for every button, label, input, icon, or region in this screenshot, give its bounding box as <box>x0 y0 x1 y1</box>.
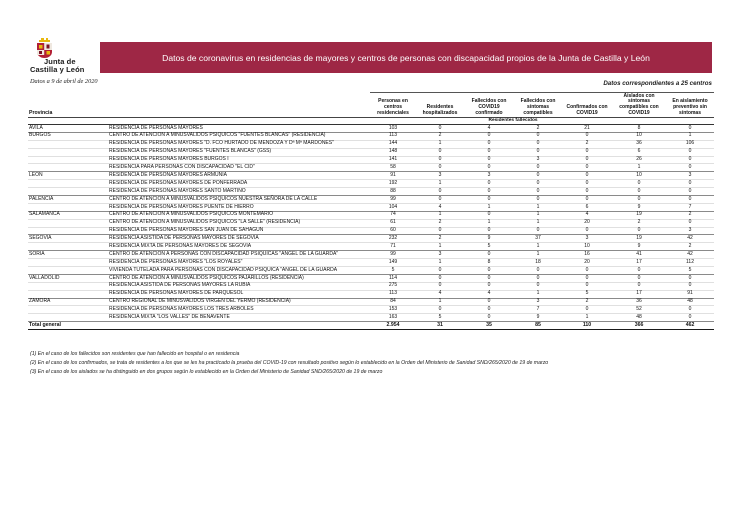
value-cell-2: 0 <box>464 314 514 322</box>
value-cell-0: 192 <box>370 180 416 188</box>
title-banner <box>100 42 712 73</box>
value-cell-2: 1 <box>464 219 514 227</box>
value-cell-5: 17 <box>612 290 666 298</box>
value-cell-0: 104 <box>370 203 416 211</box>
value-cell-2: 0 <box>464 156 514 164</box>
province-cell <box>28 140 108 148</box>
value-cell-4: 0 <box>562 148 612 156</box>
subheader-spacer <box>612 118 666 125</box>
value-cell-0: 232 <box>370 235 416 243</box>
value-cell-5: 36 <box>612 140 666 148</box>
value-cell-4: 0 <box>562 227 612 235</box>
value-cell-4: 0 <box>562 172 612 180</box>
value-cell-3: 0 <box>514 196 562 204</box>
value-cell-1: 1 <box>416 259 464 267</box>
center-name-cell: RESIDENCIA DE PERSONAS MAYORES PUENTE DE HIERRO <box>108 203 370 211</box>
province-cell: LEON <box>28 172 108 180</box>
column-header-3: Fallecidos con síntomas compatibles <box>514 93 562 118</box>
value-cell-0: 88 <box>370 188 416 196</box>
province-cell <box>28 164 108 172</box>
center-name-cell: RESIDENCIA ASISTIDA DE PERSONAS MAYORES DE SEGOVIA <box>108 235 370 243</box>
value-cell-4: 0 <box>562 274 612 282</box>
center-name-cell: RESIDENCIA DE PERSONAS MAYORES BURGOS I <box>108 156 370 164</box>
value-cell-3: 1 <box>514 243 562 251</box>
value-cell-0: 60 <box>370 227 416 235</box>
value-cell-1: 2 <box>416 219 464 227</box>
value-cell-3: 0 <box>514 267 562 275</box>
table-row <box>28 282 714 290</box>
total-value-1: 31 <box>416 322 464 330</box>
value-cell-3: 1 <box>514 290 562 298</box>
value-cell-4: 2 <box>562 140 612 148</box>
column-header-provincia: Provincia <box>28 93 370 118</box>
center-name-cell: CENTRO REGIONAL DE MINUSVALIDOS VIRGEN DEL YERMO (RESIDENCIA) <box>108 298 370 306</box>
total-row <box>28 322 714 330</box>
subheader-spacer <box>562 118 612 125</box>
center-name-cell: CENTRO DE ATENCION A MINUSVALIDOS PSIQUICOS PAJARILLOS (RESIDENCIA) <box>108 274 370 282</box>
value-cell-2: 0 <box>464 227 514 235</box>
value-cell-0: 61 <box>370 219 416 227</box>
province-cell <box>28 243 108 251</box>
value-cell-0: 144 <box>370 140 416 148</box>
value-cell-5: 0 <box>612 188 666 196</box>
data-date-note: Datos a 9 de abril de 2020 <box>30 78 98 85</box>
value-cell-4: 1 <box>562 314 612 322</box>
value-cell-2: 4 <box>464 290 514 298</box>
value-cell-2: 0 <box>464 274 514 282</box>
column-header-4: Confirmados con COVID19 <box>562 93 612 118</box>
subheader-spacer <box>416 118 464 125</box>
value-cell-0: 148 <box>370 148 416 156</box>
province-cell: ZAMORA <box>28 298 108 306</box>
table-row <box>28 180 714 188</box>
page-title: Datos de coronavirus en residencias de mayores y centros de personas con discapacidad propios de la Junta de Castilla y León <box>162 52 650 63</box>
value-cell-6: 0 <box>666 274 714 282</box>
value-cell-2: 0 <box>464 140 514 148</box>
province-cell: AVILA <box>28 125 108 133</box>
value-cell-0: 99 <box>370 196 416 204</box>
value-cell-4: 0 <box>562 306 612 314</box>
table-row <box>28 235 714 243</box>
table-row <box>28 219 714 227</box>
table-row <box>28 156 714 164</box>
table-row <box>28 259 714 267</box>
value-cell-0: 114 <box>370 274 416 282</box>
value-cell-6: 112 <box>666 259 714 267</box>
table-body <box>28 125 714 322</box>
value-cell-1: 0 <box>416 274 464 282</box>
province-cell <box>28 227 108 235</box>
total-value-4: 110 <box>562 322 612 330</box>
value-cell-3: 0 <box>514 140 562 148</box>
value-cell-4: 21 <box>562 125 612 133</box>
value-cell-0: 58 <box>370 164 416 172</box>
total-value-5: 366 <box>612 322 666 330</box>
value-cell-3: 0 <box>514 282 562 290</box>
value-cell-3: 1 <box>514 251 562 259</box>
province-cell <box>28 203 108 211</box>
province-cell: BURGOS <box>28 132 108 140</box>
value-cell-6: 106 <box>666 140 714 148</box>
table-container <box>28 92 714 330</box>
value-cell-6: 5 <box>666 267 714 275</box>
footnote-2: (2) En el caso de los confirmados, se trata de residentes a los que se les ha practicado la prueba del COVID-19 con resultado positivo según lo establecido en la Orden del Ministerio de Sanidad SND/265/2020 de 19 de marzo <box>30 360 549 366</box>
value-cell-2: 0 <box>464 132 514 140</box>
center-name-cell: RESIDENCIA MIXTA "LOS VALLES" DE BENAVENTE <box>108 314 370 322</box>
value-cell-3: 0 <box>514 180 562 188</box>
subheader-residentes-fallecidos: Residentes fallecidos <box>464 118 562 125</box>
value-cell-6: 48 <box>666 298 714 306</box>
table-row <box>28 148 714 156</box>
value-cell-5: 8 <box>612 125 666 133</box>
center-name-cell: RESIDENCIA DE PERSONAS MAYORES DE PONFERRADA <box>108 180 370 188</box>
province-cell <box>28 219 108 227</box>
center-name-cell: RESIDENCIA DE PERSONAS MAYORES <box>108 125 370 133</box>
table-row <box>28 125 714 133</box>
value-cell-4: 0 <box>562 132 612 140</box>
table-row <box>28 274 714 282</box>
value-cell-1: 4 <box>416 290 464 298</box>
value-cell-2: 0 <box>464 267 514 275</box>
value-cell-3: 0 <box>514 172 562 180</box>
center-name-cell: CENTRO DE ATENCION A MINUSVALIDOS PSIQUICOS NUESTRA SEÑORA DE LA CALLE <box>108 196 370 204</box>
value-cell-3: 7 <box>514 306 562 314</box>
value-cell-6: 0 <box>666 219 714 227</box>
value-cell-3: 1 <box>514 203 562 211</box>
center-name-cell: RESIDENCIA DE PERSONAS MAYORES ARMUNIA <box>108 172 370 180</box>
value-cell-1: 1 <box>416 298 464 306</box>
value-cell-1: 0 <box>416 156 464 164</box>
value-cell-6: 0 <box>666 180 714 188</box>
table-row <box>28 267 714 275</box>
table-row <box>28 298 714 306</box>
value-cell-5: 17 <box>612 259 666 267</box>
value-cell-3: 37 <box>514 235 562 243</box>
value-cell-4: 20 <box>562 219 612 227</box>
value-cell-1: 0 <box>416 125 464 133</box>
value-cell-3: 2 <box>514 125 562 133</box>
center-name-cell: RESIDENCIA DE PERSONAS MAYORES SAN JUAN DE SAHAGUN <box>108 227 370 235</box>
value-cell-0: 71 <box>370 243 416 251</box>
value-cell-1: 1 <box>416 180 464 188</box>
province-cell: SORIA <box>28 251 108 259</box>
table-row <box>28 211 714 219</box>
center-name-cell: RESIDENCIA DE PERSONAS MAYORES SANTO MARTINO <box>108 188 370 196</box>
value-cell-3: 1 <box>514 211 562 219</box>
table-row <box>28 227 714 235</box>
value-cell-2: 0 <box>464 306 514 314</box>
table-row <box>28 243 714 251</box>
subheader-spacer <box>370 118 416 125</box>
value-cell-4: 0 <box>562 267 612 275</box>
value-cell-0: 149 <box>370 259 416 267</box>
province-cell <box>28 259 108 267</box>
center-name-cell: RESIDENCIA DE PERSONAS MAYORES "FUENTES BLANCAS" (GSS) <box>108 148 370 156</box>
value-cell-1: 2 <box>416 235 464 243</box>
value-cell-1: 1 <box>416 211 464 219</box>
value-cell-0: 275 <box>370 282 416 290</box>
value-cell-2: 1 <box>464 203 514 211</box>
value-cell-5: 0 <box>612 282 666 290</box>
value-cell-3: 0 <box>514 164 562 172</box>
value-cell-2: 0 <box>464 188 514 196</box>
value-cell-1: 5 <box>416 314 464 322</box>
center-name-cell: CENTRO DE ATENCION A MINUSVALIDOS PSIQUICOS "LA SALLE" (RESIDENCIA) <box>108 219 370 227</box>
table-row <box>28 251 714 259</box>
value-cell-3: 0 <box>514 132 562 140</box>
total-value-6: 462 <box>666 322 714 330</box>
value-cell-6: 2 <box>666 243 714 251</box>
column-header-0: Personas en centros residenciales <box>370 93 416 118</box>
footnote-1: (1) En el caso de los fallecidos son residentes que han fallecido en hospital o en residencia <box>30 351 240 357</box>
value-cell-2: 3 <box>464 172 514 180</box>
center-name-cell: VIVIENDA TUTELADA PARA PERSONAS CON DISCAPACIDAD PSIQUICA "ANGEL DE LA GUARDA <box>108 267 370 275</box>
column-header-5: Aislados con síntomas compatibles con COVID19 <box>612 93 666 118</box>
value-cell-0: 99 <box>370 251 416 259</box>
value-cell-5: 0 <box>612 196 666 204</box>
value-cell-5: 0 <box>612 227 666 235</box>
value-cell-3: 0 <box>514 227 562 235</box>
value-cell-6: 0 <box>666 148 714 156</box>
column-header-2: Fallecidos con COVID19 confirmado <box>464 93 514 118</box>
junta-logo <box>30 38 108 85</box>
value-cell-3: 0 <box>514 188 562 196</box>
value-cell-6: 0 <box>666 164 714 172</box>
value-cell-4: 0 <box>562 180 612 188</box>
value-cell-0: 84 <box>370 298 416 306</box>
table-row <box>28 188 714 196</box>
value-cell-6: 42 <box>666 235 714 243</box>
value-cell-1: 1 <box>416 243 464 251</box>
center-name-cell: RESIDENCIA PARA PERSONAS CON DISCAPACIDAD "EL CID" <box>108 164 370 172</box>
value-cell-3: 0 <box>514 148 562 156</box>
value-cell-3: 3 <box>514 298 562 306</box>
value-cell-3: 1 <box>514 219 562 227</box>
value-cell-4: 0 <box>562 188 612 196</box>
table-row <box>28 203 714 211</box>
value-cell-0: 74 <box>370 211 416 219</box>
value-cell-0: 5 <box>370 267 416 275</box>
value-cell-5: 52 <box>612 306 666 314</box>
province-cell <box>28 282 108 290</box>
province-cell: PALENCIA <box>28 196 108 204</box>
province-cell: SEGOVIA <box>28 235 108 243</box>
value-cell-3: 18 <box>514 259 562 267</box>
value-cell-0: 103 <box>370 125 416 133</box>
value-cell-0: 113 <box>370 132 416 140</box>
value-cell-5: 9 <box>612 203 666 211</box>
value-cell-0: 113 <box>370 290 416 298</box>
total-label: Total general <box>28 322 370 330</box>
value-cell-5: 19 <box>612 211 666 219</box>
province-cell <box>28 314 108 322</box>
value-cell-1: 1 <box>416 140 464 148</box>
province-cell <box>28 188 108 196</box>
table-row <box>28 172 714 180</box>
value-cell-4: 0 <box>562 196 612 204</box>
value-cell-3: 0 <box>514 274 562 282</box>
value-cell-5: 48 <box>612 314 666 322</box>
center-name-cell: RESIDENCIA DE PERSONAS MAYORES "LOS ROYALES" <box>108 259 370 267</box>
value-cell-2: 0 <box>464 148 514 156</box>
value-cell-5: 1 <box>612 164 666 172</box>
junta-emblem-icon <box>36 38 53 58</box>
value-cell-1: 3 <box>416 251 464 259</box>
value-cell-4: 3 <box>562 235 612 243</box>
value-cell-5: 0 <box>612 180 666 188</box>
table-row <box>28 314 714 322</box>
value-cell-2: 8 <box>464 259 514 267</box>
value-cell-1: 0 <box>416 267 464 275</box>
value-cell-1: 0 <box>416 196 464 204</box>
value-cell-5: 0 <box>612 274 666 282</box>
value-cell-4: 6 <box>562 203 612 211</box>
province-cell <box>28 180 108 188</box>
value-cell-2: 0 <box>464 180 514 188</box>
value-cell-5: 2 <box>612 219 666 227</box>
value-cell-2: 0 <box>464 164 514 172</box>
value-cell-5: 19 <box>612 235 666 243</box>
value-cell-0: 153 <box>370 306 416 314</box>
value-cell-1: 2 <box>416 132 464 140</box>
value-cell-1: 3 <box>416 172 464 180</box>
table-header <box>28 93 714 125</box>
value-cell-6: 0 <box>666 306 714 314</box>
value-cell-6: 42 <box>666 251 714 259</box>
value-cell-1: 0 <box>416 227 464 235</box>
table-row <box>28 306 714 314</box>
centers-count-note: Datos correspondientes a 25 centros <box>603 80 712 87</box>
value-cell-3: 9 <box>514 314 562 322</box>
value-cell-2: 0 <box>464 211 514 219</box>
center-name-cell: RESIDENCIA DE PERSONAS MAYORES DE PARQUESOL <box>108 290 370 298</box>
value-cell-4: 0 <box>562 156 612 164</box>
value-cell-1: 0 <box>416 148 464 156</box>
province-cell <box>28 290 108 298</box>
subheader-row <box>28 118 714 125</box>
value-cell-5: 6 <box>612 148 666 156</box>
value-cell-0: 91 <box>370 172 416 180</box>
table-row <box>28 196 714 204</box>
footnote-3: (3) En el caso de los aislados se ha distinguido en dos grupos según lo establecido en la Orden del Ministerio de Sanidad SND/265/2020 de 19 de marzo <box>30 369 383 375</box>
value-cell-4: 5 <box>562 290 612 298</box>
value-cell-5: 0 <box>612 267 666 275</box>
center-name-cell: RESIDENCIA DE PERSONAS MAYORES LOS TRES ARBOLES <box>108 306 370 314</box>
value-cell-3: 3 <box>514 156 562 164</box>
value-cell-1: 0 <box>416 164 464 172</box>
value-cell-2: 5 <box>464 243 514 251</box>
value-cell-2: 0 <box>464 196 514 204</box>
province-cell <box>28 156 108 164</box>
table-row <box>28 140 714 148</box>
header-row <box>28 93 714 118</box>
center-name-cell: RESIDENCIA MIXTA DE PERSONAS MAYORES DE SEGOVIA <box>108 243 370 251</box>
subheader-spacer <box>28 118 370 125</box>
value-cell-6: 3 <box>666 172 714 180</box>
center-name-cell: RESIDENCIA ASISTIDA DE PERSONAS MAYORES LA RUBIA <box>108 282 370 290</box>
value-cell-1: 0 <box>416 282 464 290</box>
value-cell-2: 0 <box>464 298 514 306</box>
province-cell: SALAMANCA <box>28 211 108 219</box>
subheader-spacer <box>666 118 714 125</box>
value-cell-5: 26 <box>612 156 666 164</box>
value-cell-5: 9 <box>612 243 666 251</box>
value-cell-1: 0 <box>416 306 464 314</box>
footnotes <box>30 350 548 377</box>
value-cell-5: 10 <box>612 132 666 140</box>
value-cell-4: 0 <box>562 282 612 290</box>
value-cell-5: 10 <box>612 172 666 180</box>
value-cell-6: 0 <box>666 282 714 290</box>
value-cell-5: 41 <box>612 251 666 259</box>
center-name-cell: RESIDENCIA DE PERSONAS MAYORES "D. FCO HURTADO DE MENDOZA Y Dª Mª MARDONES" <box>108 140 370 148</box>
data-table <box>28 92 714 330</box>
value-cell-5: 36 <box>612 298 666 306</box>
province-cell <box>28 306 108 314</box>
value-cell-0: 141 <box>370 156 416 164</box>
value-cell-2: 9 <box>464 235 514 243</box>
value-cell-4: 4 <box>562 211 612 219</box>
table-row <box>28 132 714 140</box>
value-cell-1: 4 <box>416 203 464 211</box>
total-value-3: 85 <box>514 322 562 330</box>
value-cell-4: 20 <box>562 259 612 267</box>
value-cell-6: 91 <box>666 290 714 298</box>
table-footer <box>28 322 714 330</box>
value-cell-4: 2 <box>562 298 612 306</box>
column-header-1: Residentes hospitalizados <box>416 93 464 118</box>
center-name-cell: CENTRO DE ATENCION A PERSONAS CON DISCAPACIDAD PSIQUICAS "ANGEL DE LA GUARDA" <box>108 251 370 259</box>
value-cell-6: 0 <box>666 188 714 196</box>
center-name-cell: CENTRO DE ATENCION A MINUSVALIDOS PSIQUICOS "FUENTES BLANCAS" (RESIDENCIA) <box>108 132 370 140</box>
value-cell-6: 0 <box>666 125 714 133</box>
center-name-cell: CENTRO DE ATENCION A MINUSVALIDOS PSIQUICOS MONTEMARIO <box>108 211 370 219</box>
province-cell <box>28 148 108 156</box>
value-cell-6: 0 <box>666 314 714 322</box>
value-cell-6: 2 <box>666 211 714 219</box>
province-cell <box>28 267 108 275</box>
value-cell-0: 163 <box>370 314 416 322</box>
table-row <box>28 290 714 298</box>
junta-logo-line2: Castilla y León <box>30 65 85 74</box>
value-cell-2: 4 <box>464 125 514 133</box>
junta-logo-text <box>30 58 108 74</box>
total-value-0: 2.954 <box>370 322 416 330</box>
value-cell-2: 0 <box>464 282 514 290</box>
province-cell: VALLADOLID <box>28 274 108 282</box>
junta-logo-line1: Junta de <box>44 57 76 66</box>
value-cell-4: 0 <box>562 164 612 172</box>
total-value-2: 35 <box>464 322 514 330</box>
value-cell-6: 0 <box>666 196 714 204</box>
value-cell-2: 0 <box>464 251 514 259</box>
value-cell-4: 16 <box>562 251 612 259</box>
value-cell-4: 10 <box>562 243 612 251</box>
column-header-6: En aislamiento preventivo sin síntomas <box>666 93 714 118</box>
table-row <box>28 164 714 172</box>
value-cell-1: 0 <box>416 188 464 196</box>
value-cell-6: 1 <box>666 132 714 140</box>
value-cell-6: 7 <box>666 203 714 211</box>
value-cell-6: 3 <box>666 227 714 235</box>
value-cell-6: 0 <box>666 156 714 164</box>
